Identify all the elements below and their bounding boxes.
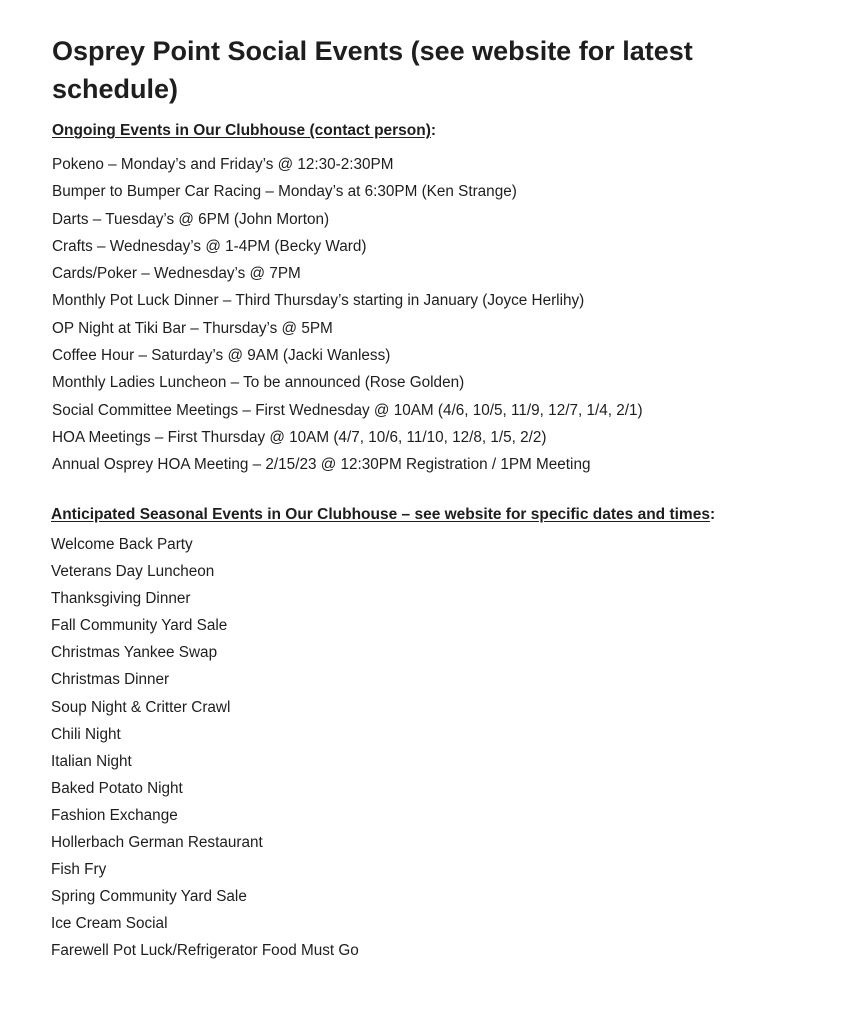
list-item: Fall Community Yard Sale (51, 617, 228, 635)
list-item: Thanksgiving Dinner (51, 590, 191, 608)
seasonal-events-heading-text: Anticipated Seasonal Events in Our Clubhouse – see website for specific dates and times (51, 506, 710, 523)
list-item: Welcome Back Party (51, 536, 193, 553)
list-item: Christmas Yankee Swap (51, 644, 218, 662)
list-item: Ice Cream Social (51, 915, 168, 933)
seasonal-events-heading-colon: : (709, 506, 716, 523)
list-item: Christmas Dinner (51, 671, 170, 689)
list-item: Annual Osprey HOA Meeting – 2/15/23 @ 12:30PM Registration / 1PM Meeting (52, 456, 591, 474)
list-item: Coffee Hour – Saturday’s @ 9AM (Jacki Wanless) (52, 347, 391, 365)
seasonal-events-heading (51, 506, 715, 524)
list-item: Baked Potato Night (51, 779, 183, 797)
list-item: Soup Night & Critter Crawl (51, 698, 231, 716)
list-item: Crafts – Wednesday’s @ 1-4PM (Becky Ward) (52, 237, 367, 255)
list-item: Farewell Pot Luck/Refrigerator Food Must Go (51, 942, 359, 960)
list-item: OP Night at Tiki Bar – Thursday’s @ 5PM (52, 319, 333, 337)
ongoing-events-heading (52, 122, 436, 140)
list-item: Fashion Exchange (51, 806, 178, 824)
list-item: Monthly Pot Luck Dinner – Third Thursday’s starting in January (Joyce Herlihy) (52, 292, 585, 310)
list-item: Social Committee Meetings – First Wednesday @ 10AM (4/6, 10/5, 11/9, 12/7, 1/4, 2/1) (52, 401, 643, 419)
list-item: Monthly Ladies Luncheon – To be announced (Rose Golden) (52, 374, 465, 392)
list-item: Veterans Day Luncheon (51, 563, 215, 581)
list-item: Hollerbach German Restaurant (51, 834, 263, 852)
list-item: Bumper to Bumper Car Racing – Monday’s at 6:30PM (Ken Strange) (52, 183, 517, 201)
list-item: Spring Community Yard Sale (51, 888, 247, 906)
ongoing-events-list (52, 155, 643, 483)
list-item: Italian Night (51, 752, 132, 770)
list-item: Fish Fry (51, 861, 107, 879)
ongoing-events-heading-colon: : (430, 122, 437, 139)
ongoing-events-heading-text: Ongoing Events in Our Clubhouse (contact person) (52, 122, 431, 139)
list-item: Pokeno – Monday’s and Friday’s @ 12:30-2:30PM (52, 156, 394, 173)
list-item: Darts – Tuesday’s @ 6PM (John Morton) (52, 210, 330, 228)
list-item: Chili Night (51, 725, 121, 743)
page-title: Osprey Point Social Events (see website for latest schedule) (52, 36, 693, 104)
list-item: HOA Meetings – First Thursday @ 10AM (4/7, 10/6, 11/10, 12/8, 1/5, 2/2) (52, 428, 547, 446)
seasonal-events-list (51, 535, 359, 969)
list-item: Cards/Poker – Wednesday’s @ 7PM (52, 265, 301, 283)
